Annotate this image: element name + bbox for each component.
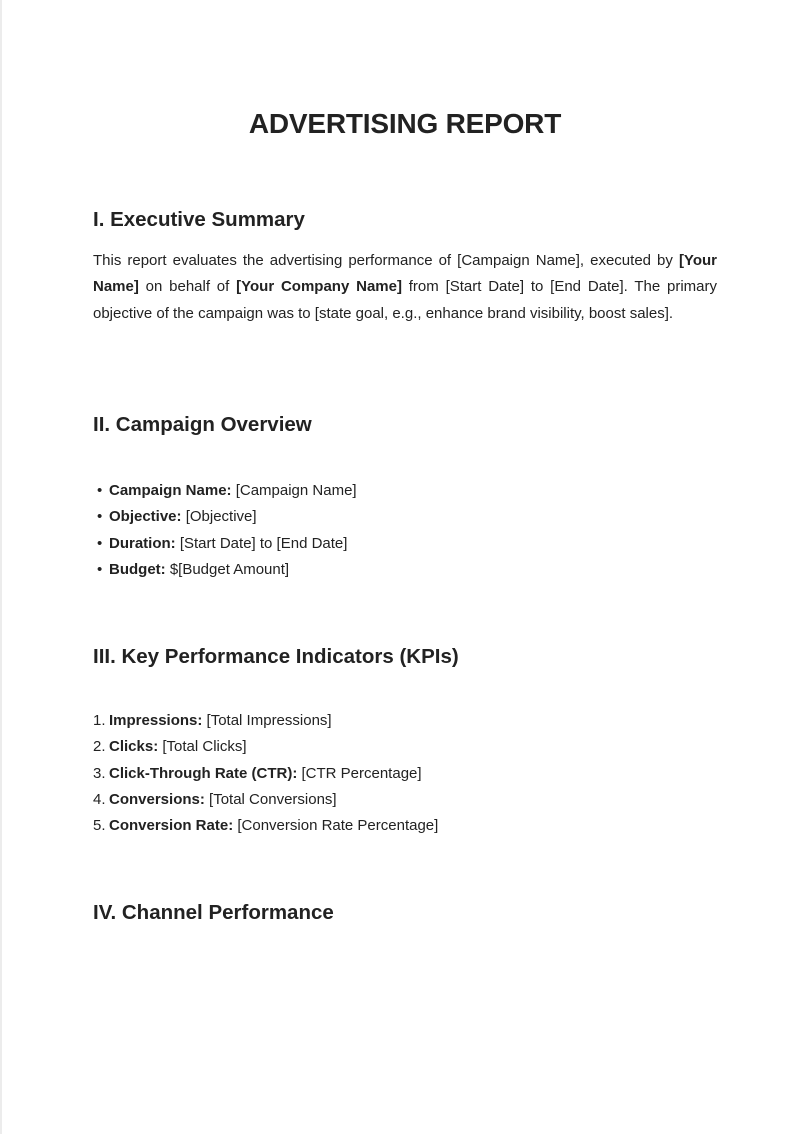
item-label: Conversions: xyxy=(109,790,205,808)
item-value: [Total Impressions] xyxy=(202,712,332,729)
item-value: [Campaign Name] xyxy=(231,482,357,499)
item-number: 5. xyxy=(93,817,106,835)
item-number: 4. xyxy=(93,790,106,808)
list-item xyxy=(93,813,438,839)
item-label: Campaign Name: xyxy=(109,482,232,499)
text: on behalf of xyxy=(138,278,237,296)
item-label: Objective: xyxy=(109,508,182,526)
section-heading-executive-summary: I. Executive Summary xyxy=(93,208,305,231)
text: This report evaluates the advertising performance of [Campaign Name], executed by xyxy=(93,252,679,269)
kpi-list xyxy=(93,708,438,839)
section-heading-channel-performance: IV. Channel Performance xyxy=(93,901,334,924)
your-company-name: [Your Company Name] xyxy=(236,278,402,296)
list-item xyxy=(93,787,438,813)
item-value: [Start Date] to [End Date] xyxy=(175,534,348,552)
item-value: [Total Clicks] xyxy=(158,738,247,756)
section-heading-kpis: III. Key Performance Indicators (KPIs) xyxy=(93,645,459,668)
executive-summary-paragraph xyxy=(93,248,717,327)
item-label: Conversion Rate: xyxy=(109,817,234,835)
text: from [Start Date] to [End Date]. The primary objective of the campaign was to [state goal, e.g., enhance brand visibility, boost sales]. xyxy=(93,278,718,322)
item-value: $[Budget Amount] xyxy=(165,560,290,578)
your-name: [Your Name] xyxy=(93,252,717,296)
list-item xyxy=(93,557,357,583)
report-title: ADVERTISING REPORT xyxy=(248,108,562,139)
item-number: 3. xyxy=(93,764,106,782)
item-label: Click-Through Rate (CTR): xyxy=(109,764,298,782)
item-label: Clicks: xyxy=(109,738,159,756)
campaign-overview-list xyxy=(93,478,357,583)
section-heading-campaign-overview: II. Campaign Overview xyxy=(93,413,312,436)
item-label: Impressions: xyxy=(109,712,203,729)
list-item xyxy=(93,708,438,734)
page-edge xyxy=(0,0,2,1134)
item-value: [Total Conversions] xyxy=(204,790,337,808)
item-number: 1. xyxy=(93,712,106,729)
list-item xyxy=(93,531,357,557)
list-item xyxy=(93,734,438,760)
item-value: [Objective] xyxy=(181,508,257,526)
item-label: Budget: xyxy=(109,560,166,578)
list-item xyxy=(93,504,357,530)
item-value: [CTR Percentage] xyxy=(297,764,422,782)
item-value: [Conversion Rate Percentage] xyxy=(233,817,439,835)
list-item xyxy=(93,761,438,787)
item-label: Duration: xyxy=(109,534,176,552)
item-number: 2. xyxy=(93,738,106,756)
list-item xyxy=(93,478,357,504)
